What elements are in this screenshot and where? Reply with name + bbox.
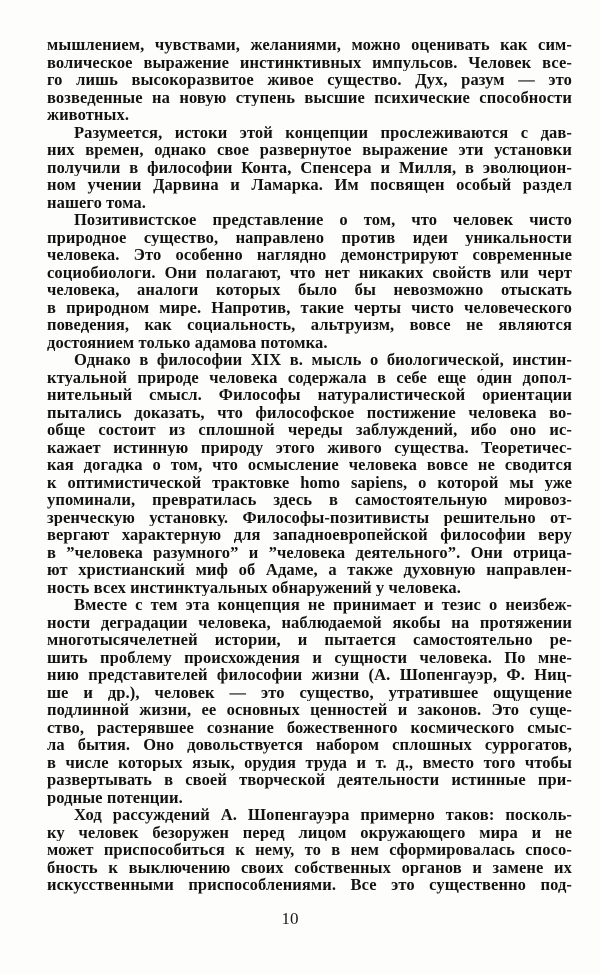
- text-line: вергают характерную для западноевропейской философии веру: [47, 526, 572, 544]
- text-line: Однако в философии XIX в. мысль о биологической, инстин-: [74, 351, 572, 369]
- page-number: 10: [281, 909, 299, 928]
- text-line: мышлением, чувствами, желаниями, можно оценивать как сим-: [47, 36, 572, 54]
- text-line: кая догадка о том, что осмысление человека вовсе не сводится: [47, 456, 572, 474]
- text-line: них времен, однако свое развернутое выражение эти установки: [47, 141, 572, 159]
- text-line: к оптимистической трактовке homo sapiens, о которой мы уже: [47, 473, 572, 491]
- text-line: шить проблему происхождения и сущности человека. По мне-: [47, 648, 572, 666]
- text-line: в природном мире. Напротив, такие черты чисто человеческого: [47, 298, 572, 316]
- text-line: человека, аналоги которых было бы невозможно отыскать: [47, 281, 572, 299]
- text-line: социобиологи. Они полагают, что нет никаких свойств или черт: [47, 263, 572, 281]
- text-line: го лишь высокоразвитое живое существо. Дух, разум — это: [47, 71, 572, 89]
- text-line: Разумеется, истоки этой концепции прослеживаются с дав-: [74, 123, 572, 141]
- text-line: природное существо, направлено против идеи уникальности: [47, 228, 572, 246]
- text-line: нительный смысл. Философы натуралистической ориентации: [47, 386, 572, 404]
- text-line: поведения, как социальность, альтруизм, вовсе не являются: [47, 316, 572, 334]
- text-line: ности деградации человека, наблюдаемой якобы на протяжении: [47, 613, 572, 631]
- text-line: ктуальной природе человека содержала в себе еще о́дин допол-: [47, 368, 572, 386]
- text-line: бность к выключению своих собственных органов и замене их: [47, 858, 572, 876]
- text-line: человека. Это особенно наглядно демонстрируют современные: [47, 246, 572, 264]
- text-line: ку человек безоружен перед лицом окружающего мира и не: [47, 823, 572, 841]
- text-line: нашего тома.: [47, 193, 146, 211]
- text-line: развертывать в своей творческой деятельности истинные при-: [47, 771, 572, 789]
- text-line: достоянием только адамова потомка.: [47, 333, 328, 351]
- text-line: Позитивистское представление о том, что человек чисто: [74, 211, 572, 229]
- text-line: Вместе с тем эта концепция не принимает и тезис о неизбеж-: [74, 596, 572, 614]
- text-line: животных.: [47, 106, 130, 124]
- text-line: ше и др.), человек — это существо, утратившее ощущение: [47, 683, 572, 701]
- text-line: ность всех инстинктуальных обнаружений у человека.: [47, 578, 461, 596]
- text-line: в ”человека разумного” и ”человека деятельного”. Они отрица-: [47, 543, 572, 561]
- text-line: волическое выражение инстинктивных импульсов. Человек все-: [47, 53, 572, 71]
- text-line: кажает истинную природу этого живого существа. Теоретичес-: [47, 438, 572, 456]
- text-line: нию представителей философии жизни (А. Шопенгауэр, Ф. Ниц-: [47, 666, 572, 684]
- text-line: ют христианский миф об Адаме, а также духовную направлен-: [47, 561, 572, 579]
- text-line: ство, растерявшее сознание божественного космического смыс-: [47, 718, 572, 736]
- text-line: получили в философии Конта, Спенсера и Милля, в эволюцион-: [47, 158, 572, 176]
- text-line: ла бытия. Оно довольствуется набором сплошных суррогатов,: [47, 736, 572, 754]
- page-text: [47, 36, 572, 894]
- text-line: в числе которых язык, орудия труда и т. д., вместо того чтобы: [47, 753, 572, 771]
- text-line: многотысячелетней истории, и пытается самостоятельно ре-: [47, 631, 572, 649]
- text-line: подлинной жизни, ее основных ценностей и законов. Это суще-: [47, 701, 572, 719]
- text-line: ном учении Дарвина и Ламарка. Им посвящен особый раздел: [47, 176, 572, 194]
- text-line: зренческую установку. Философы-позитивисты решительно от-: [47, 508, 572, 526]
- text-line: упоминали, превратилась здесь в самостоятельную мировоз-: [47, 491, 572, 509]
- text-line: родные потенции.: [47, 788, 183, 806]
- text-line: возведенные на новую ступень высшие психические способности: [47, 88, 572, 106]
- text-line: пытались доказать, что философское постижение человека во-: [47, 403, 572, 421]
- text-line: искусственными приспособлениями. Все это существенно под-: [47, 876, 572, 894]
- text-line: обще состоит из сплошной череды заблуждений, ибо оно ис-: [47, 421, 572, 439]
- text-line: Ход рассуждений А. Шопенгауэра примерно таков: посколь-: [74, 806, 572, 824]
- text-line: может приспособиться к нему, то в нем сформировалась спосо-: [47, 841, 572, 859]
